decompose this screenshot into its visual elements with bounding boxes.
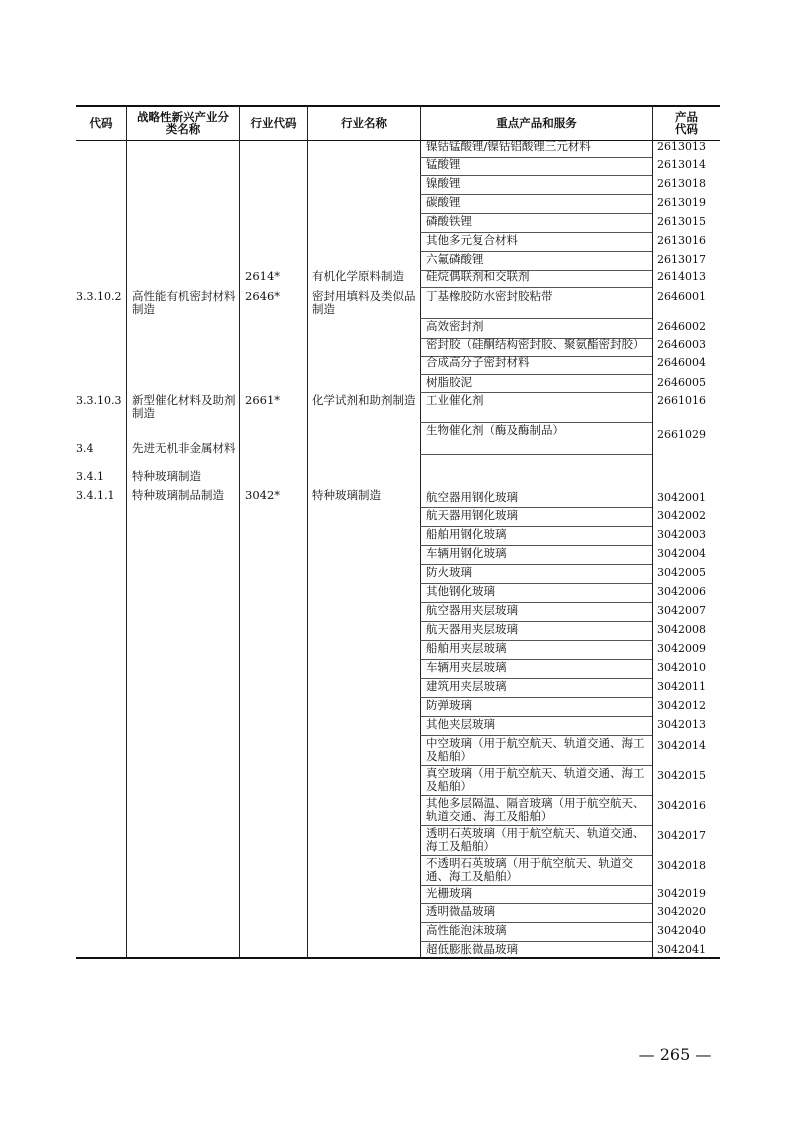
product-name-cell: 磷酸铁锂 <box>426 214 472 228</box>
product-code-cell: 2613017 <box>657 253 706 266</box>
product-name-cell: 航天器用钢化玻璃 <box>426 508 518 522</box>
product-code-cell: 3042007 <box>657 604 706 617</box>
category-code-cell: 3.4.1.1 <box>76 489 115 502</box>
product-name-cell: 航天器用夹层玻璃 <box>426 622 518 636</box>
column-divider <box>126 106 127 957</box>
product-name-cell: 碳酸锂 <box>426 195 461 209</box>
product-code-cell: 3042009 <box>657 642 706 655</box>
industry-code-cell: 3042* <box>245 488 281 502</box>
product-code-cell: 3042012 <box>657 699 706 712</box>
product-code-cell: 2646001 <box>657 290 706 303</box>
product-name-cell: 合成高分子密封材料 <box>426 355 530 369</box>
product-name-cell: 车辆用钢化玻璃 <box>426 546 507 560</box>
product-code-cell: 2613015 <box>657 215 706 228</box>
product-name-cell: 其他多层隔温、隔音玻璃（用于航空航天、轨道交通、海工及船舶） <box>426 796 645 823</box>
header-industry-code: 行业代码 <box>250 116 297 130</box>
product-code-cell: 3042001 <box>657 491 706 504</box>
product-name-cell: 航空器用钢化玻璃 <box>426 490 518 504</box>
header-code: 代码 <box>89 116 113 130</box>
column-divider <box>239 106 240 957</box>
product-name-cell: 生物催化剂（酶及酶制品） <box>426 423 564 437</box>
product-code-cell: 3042041 <box>657 943 706 956</box>
product-code-cell: 3042011 <box>657 680 706 693</box>
product-code-cell: 2646002 <box>657 320 706 333</box>
product-code-cell: 3042004 <box>657 547 706 560</box>
product-name-cell: 其他钢化玻璃 <box>426 584 495 598</box>
product-code-cell: 2614013 <box>657 270 706 283</box>
product-name-cell: 航空器用夹层玻璃 <box>426 603 518 617</box>
product-code-cell: 2613019 <box>657 196 706 209</box>
row-divider <box>420 454 652 455</box>
product-name-cell: 密封胶（硅酮结构密封胶、聚氨酯密封胶） <box>426 337 645 351</box>
product-name-cell: 高性能泡沫玻璃 <box>426 923 507 937</box>
product-name-cell: 硅烷偶联剂和交联剂 <box>426 269 530 283</box>
industry-code-cell: 2661* <box>245 393 281 407</box>
product-code-cell: 3042003 <box>657 528 706 541</box>
product-name-cell: 光栅玻璃 <box>426 886 472 900</box>
product-code-cell: 3042040 <box>657 924 706 937</box>
product-name-cell: 船舶用夹层玻璃 <box>426 641 507 655</box>
industry-name-cell: 特种玻璃制造 <box>312 488 381 502</box>
industry-name-cell: 密封用填料及类似品制造 <box>312 289 416 316</box>
industry-name-cell: 化学试剂和助剂制造 <box>312 393 416 407</box>
product-name-cell: 建筑用夹层玻璃 <box>426 679 507 693</box>
product-name-cell: 中空玻璃（用于航空航天、轨道交通、海工及船舶） <box>426 736 645 763</box>
header-products: 重点产品和服务 <box>496 116 577 130</box>
product-code-cell: 2613014 <box>657 158 706 171</box>
industry-code-cell: 2614* <box>245 269 281 283</box>
industry-name-cell: 有机化学原料制造 <box>312 269 404 283</box>
product-code-cell: 3042013 <box>657 718 706 731</box>
product-name-cell: 真空玻璃（用于航空航天、轨道交通、海工及船舶） <box>426 766 645 793</box>
product-code-cell: 2613018 <box>657 177 706 190</box>
product-code-cell: 2613016 <box>657 234 706 247</box>
product-code-cell: 3042018 <box>657 859 706 872</box>
product-code-cell: 2661016 <box>657 394 706 407</box>
page-number: — 265 — <box>638 1045 712 1064</box>
category-code-cell: 3.4.1 <box>76 470 104 483</box>
product-name-cell: 透明石英玻璃（用于航空航天、轨道交通、海工及船舶） <box>426 826 645 853</box>
column-divider <box>652 106 653 957</box>
product-name-cell: 其他夹层玻璃 <box>426 717 495 731</box>
header-industry-name: 行业名称 <box>341 116 387 130</box>
product-code-cell: 3042010 <box>657 661 706 674</box>
product-name-cell: 防弹玻璃 <box>426 698 472 712</box>
table-bottom-rule <box>76 957 720 959</box>
product-code-cell: 3042014 <box>657 739 706 752</box>
product-name-cell: 超低膨胀微晶玻璃 <box>426 942 518 956</box>
product-name-cell: 不透明石英玻璃（用于航空航天、轨道交通、海工及船舶） <box>426 856 633 883</box>
header-category: 战略性新兴产业分类名称 <box>137 110 229 136</box>
product-code-cell: 2613013 <box>657 140 706 153</box>
product-name-cell: 锰酸锂 <box>426 157 461 171</box>
product-name-cell: 其他多元复合材料 <box>426 233 518 247</box>
category-code-cell: 3.4 <box>76 442 94 455</box>
category-code-cell: 3.3.10.3 <box>76 394 122 407</box>
column-divider <box>420 106 421 957</box>
product-name-cell: 镍钴锰酸锂/镍钴铝酸锂三元材料 <box>426 139 591 153</box>
product-name-cell: 防火玻璃 <box>426 565 472 579</box>
product-code-cell: 3042019 <box>657 887 706 900</box>
category-name-cell: 先进无机非金属材料 <box>132 441 236 455</box>
product-code-cell: 3042005 <box>657 566 706 579</box>
category-code-cell: 3.3.10.2 <box>76 290 122 303</box>
product-name-cell: 工业催化剂 <box>426 393 484 407</box>
header-product-code: 产品代码 <box>675 110 698 136</box>
product-code-cell: 3042020 <box>657 905 706 918</box>
category-name-cell: 特种玻璃制品制造 <box>132 488 224 502</box>
product-code-cell: 3042017 <box>657 829 706 842</box>
product-code-cell: 3042008 <box>657 623 706 636</box>
product-name-cell: 透明微晶玻璃 <box>426 904 495 918</box>
industry-code-cell: 2646* <box>245 289 281 303</box>
product-name-cell: 车辆用夹层玻璃 <box>426 660 507 674</box>
product-code-cell: 2646005 <box>657 376 706 389</box>
product-code-cell: 3042006 <box>657 585 706 598</box>
product-name-cell: 树脂胶泥 <box>426 375 472 389</box>
column-divider <box>307 106 308 957</box>
product-name-cell: 丁基橡胶防水密封胶粘带 <box>426 289 553 303</box>
product-code-cell: 2646003 <box>657 338 706 351</box>
category-name-cell: 高性能有机密封材料制造 <box>132 289 236 316</box>
product-code-cell: 2646004 <box>657 356 706 369</box>
product-code-cell: 2661029 <box>657 428 706 441</box>
category-name-cell: 特种玻璃制造 <box>132 469 201 483</box>
product-name-cell: 镍酸锂 <box>426 176 461 190</box>
product-code-cell: 3042002 <box>657 509 706 522</box>
product-code-cell: 3042015 <box>657 769 706 782</box>
row-divider <box>420 287 652 288</box>
product-name-cell: 高效密封剂 <box>426 319 484 333</box>
product-code-cell: 3042016 <box>657 799 706 812</box>
product-name-cell: 船舶用钢化玻璃 <box>426 527 507 541</box>
product-name-cell: 六氟磷酸锂 <box>426 252 484 266</box>
category-name-cell: 新型催化材料及助剂制造 <box>132 393 236 420</box>
